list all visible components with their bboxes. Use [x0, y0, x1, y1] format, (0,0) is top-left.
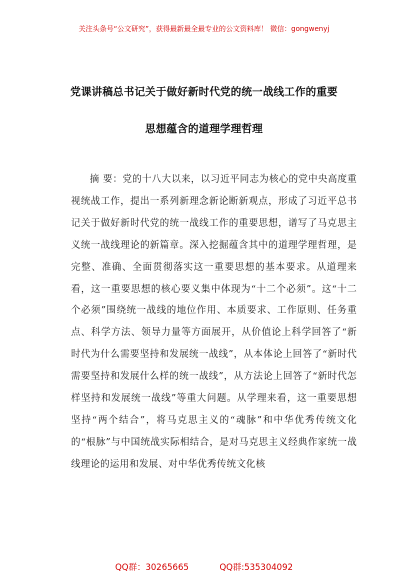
document-title-line-1: 党课讲稿总书记关于做好新时代党的统一战线工作的重要 — [70, 86, 338, 98]
document-title-line-2: 思想蕴含的道理学理哲理 — [145, 123, 263, 135]
abstract-body — [71, 169, 357, 476]
footer-contact — [0, 561, 408, 573]
footer-qq-group-2: QQ群:535304092 — [219, 563, 293, 573]
footer-qq-group-1: QQ群：30265665 — [115, 563, 189, 573]
promo-banner: 关注头条号“公文研究”，获得最新最全最专业的公文资料库！ 微信：gongwenyj — [78, 25, 330, 33]
abstract-paragraph: 摘 要：党的十八大以来，以习近平同志为核心的党中央高度重视统战工作，提出一系列新理念新论断新观点，形成了习近平总书记关于做好新时代党的统一战线工作的重要思想，谱写了马克思主义统一战线理论的新篇章。深入挖掘蕴含其中的道理学理哲理，是完整、准确、全面贯彻落实这一重要思想的基本要求。从道理来看，这一重要思想的核心要义集中体现为“十二个必须”。这“十二个必须”围绕统一战线的地位作用、本质要求、工作原则、任务重点、科学方法、领导力量等方面展开，从价值论上科学回答了“新时代为什么需要坚持和发展统一战线”，从本体论上回答了“新时代需要坚持和发展什么样的统一战线”，从方法论上回答了“新时代怎样坚持和发展统一战线”等重大问题。从学理来看，这一重要思想坚持“两个结合”，将马克思主义的“魂脉”和中华优秀传统文化的“根脉”与中国统战实际相结合，是对马克思主义经典作家统一战线理论的运用和发展、对中华优秀传统文化核 — [71, 174, 357, 470]
